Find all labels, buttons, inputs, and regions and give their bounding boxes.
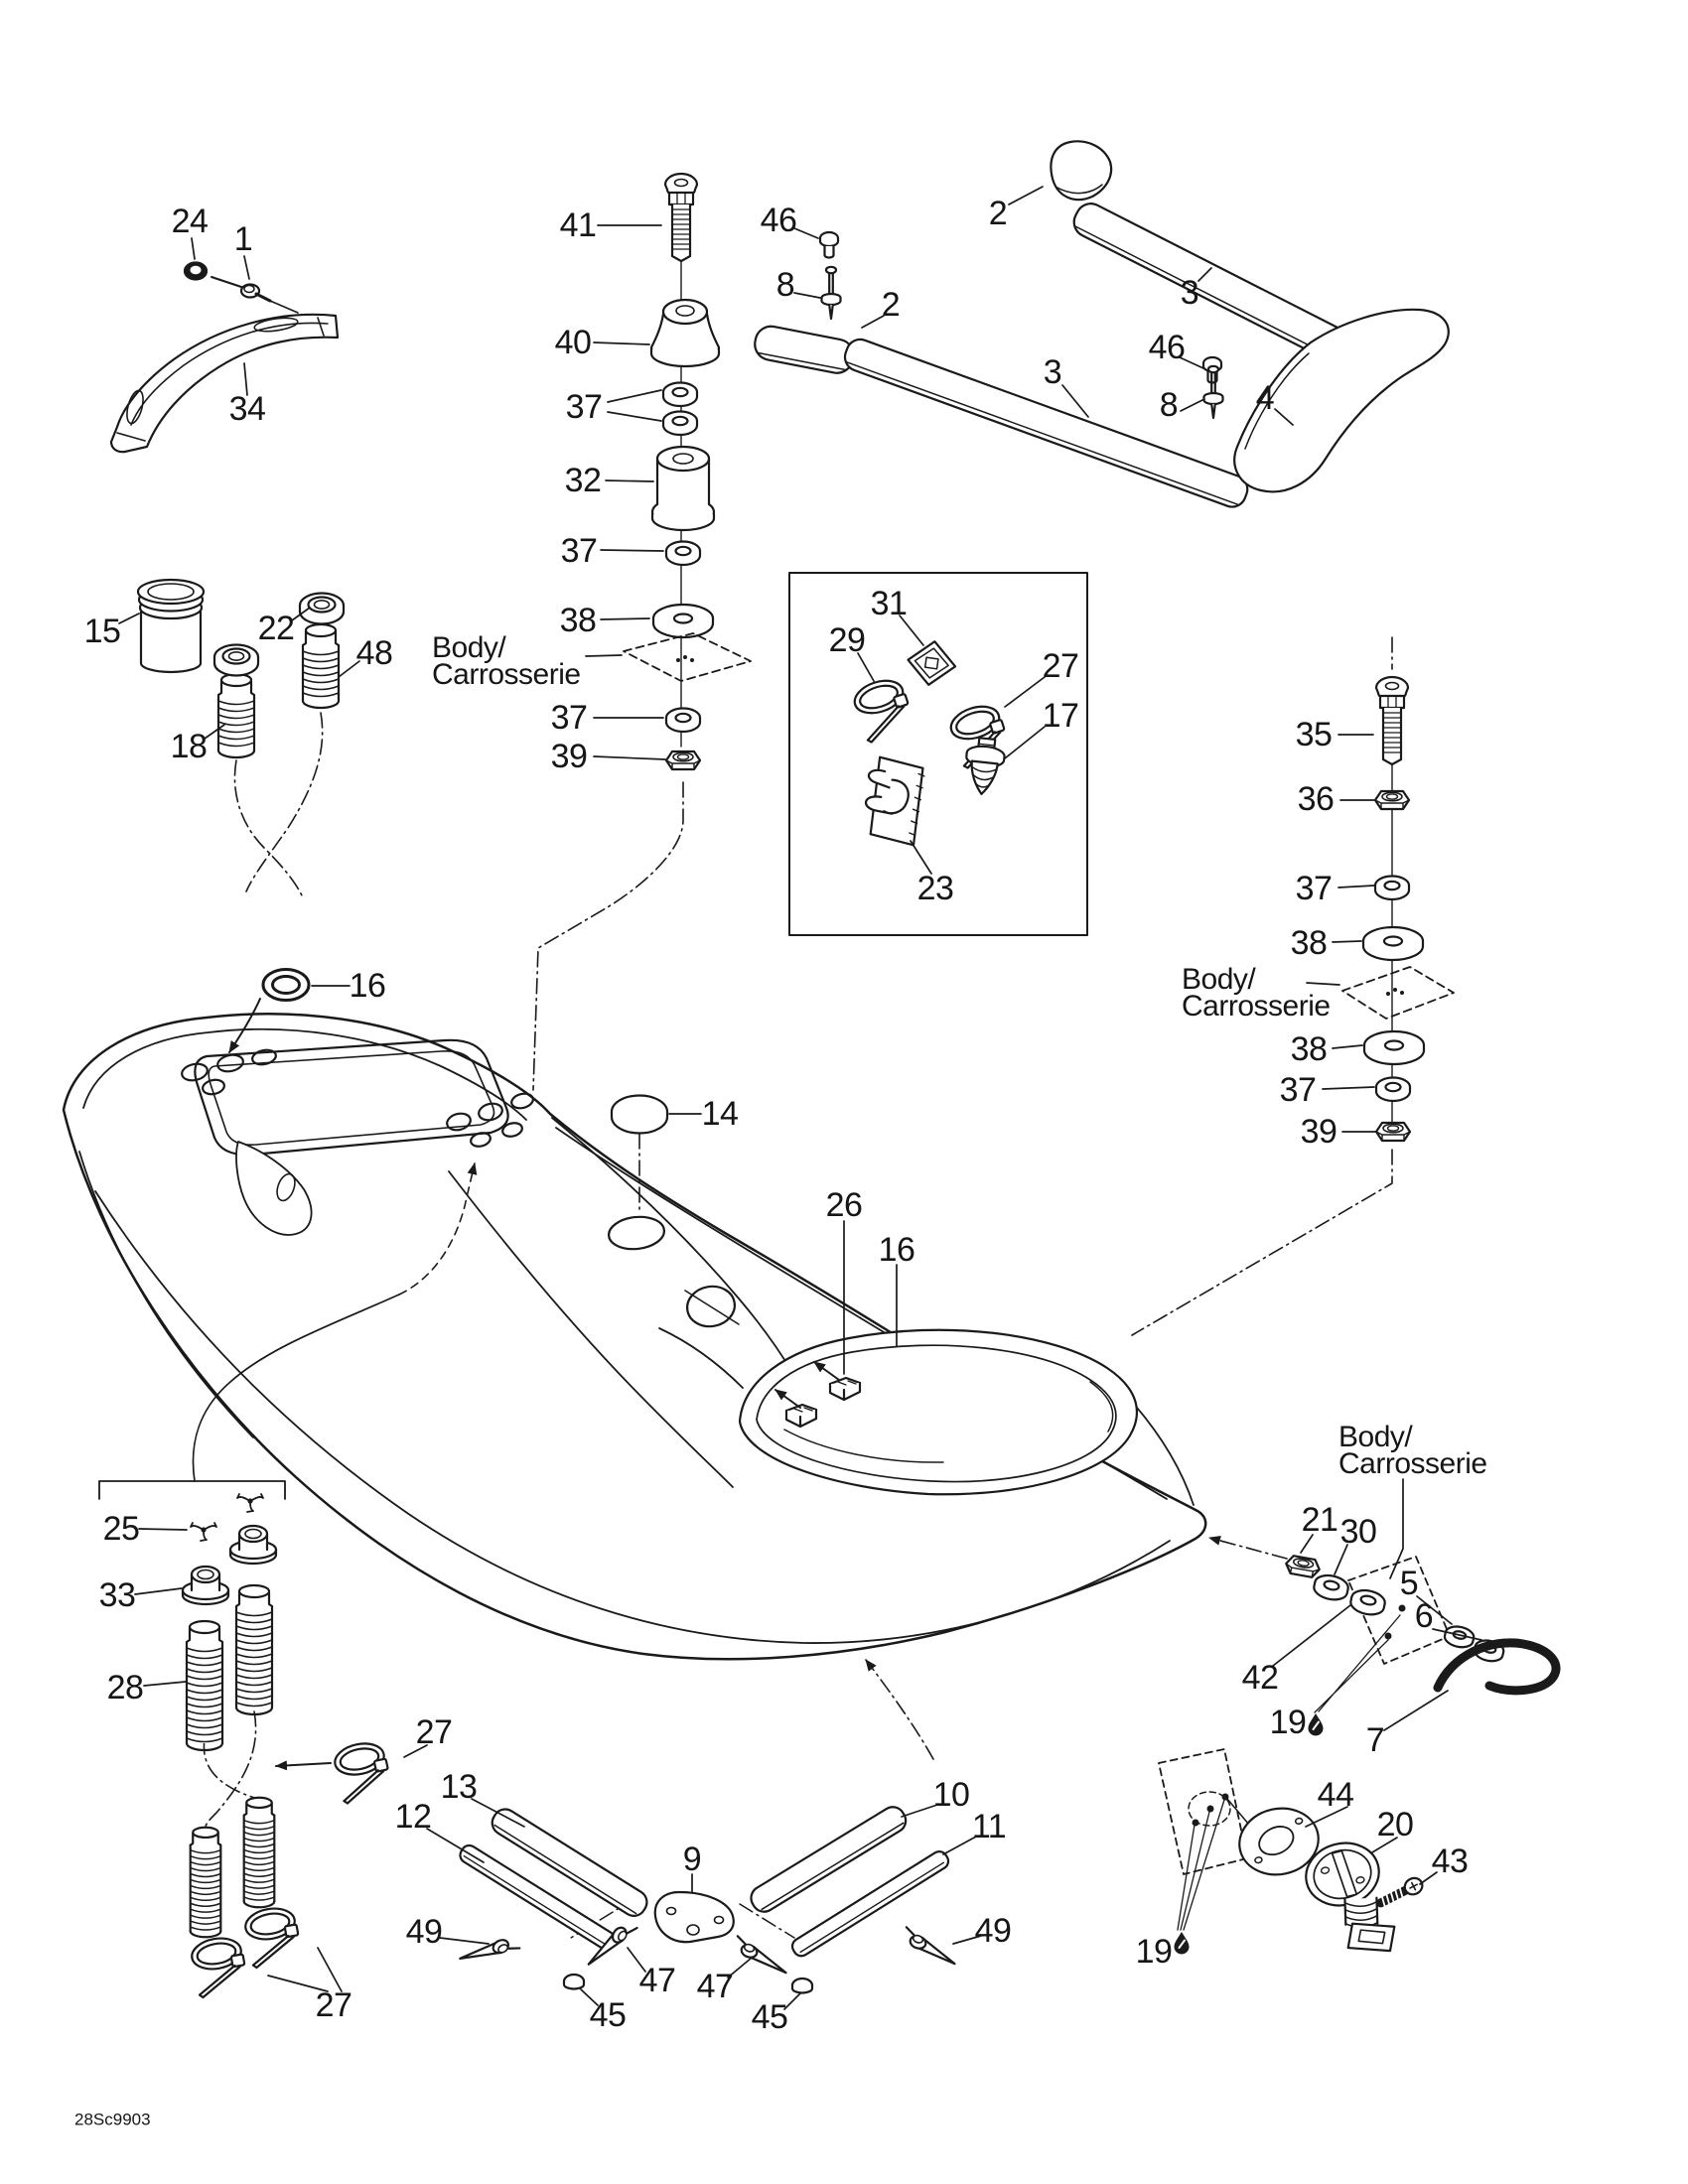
callout-42: 42 [1241, 1659, 1279, 1697]
callout-22: 22 [257, 610, 295, 647]
callout-28: 28 [106, 1669, 144, 1706]
callout-29: 29 [828, 621, 866, 659]
callout-32: 32 [564, 462, 602, 499]
body-label-right-line2: Carrosserie [1182, 990, 1331, 1023]
callout-23: 23 [916, 870, 954, 907]
screw-43 [1377, 1875, 1425, 1910]
callout-39-a: 39 [550, 738, 588, 775]
callout-3-a: 3 [1043, 353, 1062, 391]
body-label-rear-line2: Carrosserie [1338, 1447, 1487, 1480]
callout-27-a: 27 [1042, 647, 1079, 685]
grease-droplet-icon [1309, 1713, 1324, 1736]
body-label-left-line2: Carrosserie [432, 658, 581, 691]
callout-44: 44 [1317, 1776, 1354, 1814]
callout-15: 15 [83, 613, 121, 650]
callout-46-a: 46 [760, 202, 797, 239]
drain-plug-assembly [1159, 1749, 1425, 1968]
callout-6: 6 [1414, 1597, 1434, 1635]
callout-2-a: 2 [881, 286, 901, 324]
callout-35: 35 [1295, 716, 1333, 753]
traction-mats [753, 141, 1449, 510]
callout-38-a: 38 [559, 602, 597, 639]
body-label-left-line1: Body/ [432, 631, 506, 664]
callout-30: 30 [1339, 1513, 1377, 1551]
callout-12: 12 [394, 1798, 432, 1836]
callout-37-a: 37 [565, 388, 603, 426]
callout-5: 5 [1399, 1565, 1419, 1602]
callout-9: 9 [682, 1841, 702, 1878]
callout-31: 31 [870, 585, 908, 622]
callout-39-b: 39 [1300, 1113, 1337, 1151]
vent-fittings-left [138, 580, 344, 895]
callout-24: 24 [171, 203, 209, 240]
callout-38-c: 38 [1290, 1030, 1328, 1068]
callout-45-b: 45 [751, 1998, 788, 2036]
callout-8-a: 8 [775, 266, 795, 304]
callout-17: 17 [1042, 697, 1079, 735]
callout-2-b: 2 [988, 195, 1008, 232]
callout-21: 21 [1301, 1501, 1338, 1539]
callout-34: 34 [228, 390, 266, 428]
callout-38-b: 38 [1290, 924, 1328, 962]
fastener-stack-right [1342, 637, 1454, 1141]
callout-14: 14 [701, 1095, 739, 1133]
callout-43: 43 [1431, 1843, 1469, 1880]
callout-33: 33 [98, 1576, 136, 1614]
callout-18: 18 [170, 728, 208, 765]
callout-47-b: 47 [696, 1968, 734, 2005]
body-label-rear-line1: Body/ [1338, 1421, 1413, 1453]
callout-45-a: 45 [589, 1996, 627, 2034]
callout-40: 40 [554, 324, 592, 361]
callout-7: 7 [1365, 1721, 1385, 1759]
clip-23 [863, 756, 925, 846]
callout-4: 4 [1255, 379, 1275, 417]
callout-27-b: 27 [415, 1713, 453, 1751]
callout-41: 41 [559, 206, 597, 244]
callout-20: 20 [1376, 1806, 1414, 1843]
callout-37-c: 37 [550, 699, 588, 737]
callout-11: 11 [971, 1808, 1007, 1845]
body-label-right-line1: Body/ [1182, 963, 1256, 996]
trim-piece-group [111, 263, 338, 453]
callout-37-e: 37 [1279, 1071, 1317, 1109]
grease-droplet-icon [1175, 1932, 1190, 1955]
callout-19-a: 19 [1269, 1704, 1307, 1741]
callout-16-b: 16 [878, 1231, 915, 1269]
callout-47-a: 47 [638, 1962, 676, 1999]
callout-25: 25 [102, 1510, 140, 1548]
callout-36: 36 [1297, 780, 1335, 818]
rub-rail-strips [457, 1803, 960, 1993]
callout-49-a: 49 [405, 1913, 443, 1951]
callout-46-b: 46 [1148, 329, 1186, 366]
callout-16-a: 16 [349, 967, 386, 1005]
fastener-stack-center [624, 174, 751, 769]
callout-26: 26 [825, 1186, 863, 1224]
callout-27-c: 27 [315, 1986, 352, 2024]
callout-37-d: 37 [1295, 870, 1333, 907]
adhesive-mount-31 [905, 638, 958, 688]
callout-13: 13 [440, 1768, 478, 1806]
callout-49-b: 49 [974, 1912, 1012, 1950]
callout-1: 1 [233, 220, 253, 258]
callout-19-b: 19 [1135, 1933, 1173, 1971]
callout-10: 10 [932, 1776, 970, 1814]
callout-37-b: 37 [560, 532, 598, 570]
document-code: 28Sc9903 [74, 2110, 151, 2129]
seal-ring-16 [263, 970, 309, 1001]
callout-3-b: 3 [1180, 274, 1199, 312]
callout-8-b: 8 [1159, 386, 1179, 424]
callout-48: 48 [355, 634, 393, 672]
